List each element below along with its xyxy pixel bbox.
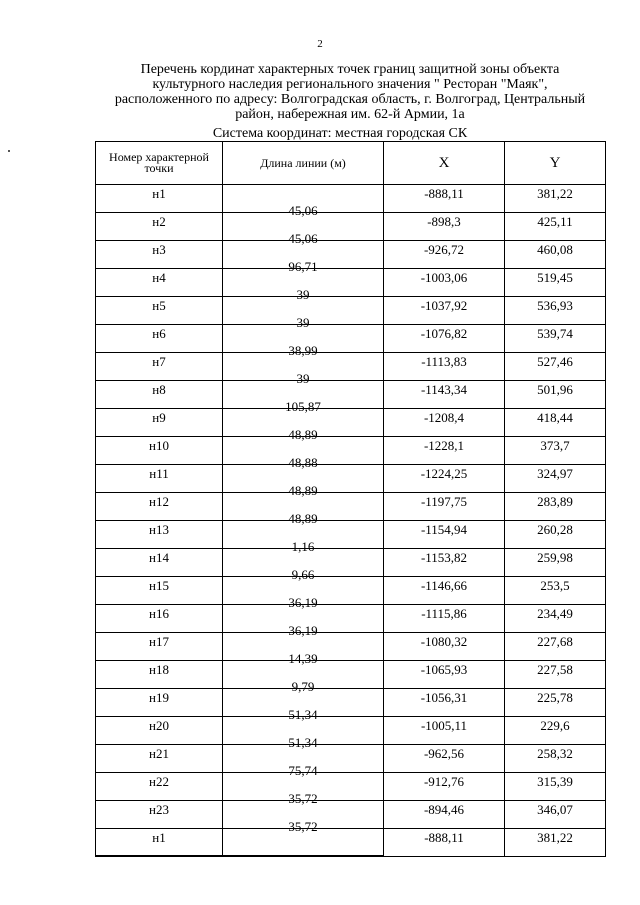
table-row — [96, 465, 606, 493]
line-length-value: 45,06 — [288, 202, 318, 218]
y-coordinate-cell: 536,93 — [505, 297, 606, 325]
y-coordinate-cell: 227,68 — [505, 633, 606, 661]
point-number-cell: н14 — [96, 549, 223, 577]
point-number-cell: н20 — [96, 717, 223, 745]
point-number-cell: н10 — [96, 437, 223, 465]
line-length-value: 14,39 — [288, 650, 318, 666]
point-number-cell: н12 — [96, 493, 223, 521]
table-row — [96, 633, 606, 661]
line-length-cell — [223, 297, 384, 330]
table-row — [96, 241, 606, 269]
table-body — [96, 185, 606, 857]
x-coordinate-cell: -1113,83 — [384, 353, 505, 381]
x-coordinate-cell: -888,11 — [384, 185, 505, 213]
table-row — [96, 381, 606, 409]
line-length-cell — [223, 269, 384, 302]
line-length-value: 35,72 — [288, 790, 318, 806]
line-length-value: 39 — [296, 286, 310, 302]
table-row — [96, 773, 606, 801]
y-coordinate-cell: 225,78 — [505, 689, 606, 717]
x-coordinate-cell: -1224,25 — [384, 465, 505, 493]
table-row — [96, 297, 606, 325]
table-row — [96, 213, 606, 241]
x-coordinate-cell: -1228,1 — [384, 437, 505, 465]
line-length-value: 48,89 — [288, 510, 318, 526]
line-length-value: 38,99 — [288, 342, 318, 358]
point-number-cell: н2 — [96, 213, 223, 241]
table-row — [96, 801, 606, 829]
line-length-cell — [223, 745, 384, 778]
document-title — [90, 62, 610, 122]
line-length-value: 45,06 — [288, 230, 318, 246]
point-number-cell: н18 — [96, 661, 223, 689]
table-row — [96, 493, 606, 521]
x-coordinate-cell: -926,72 — [384, 241, 505, 269]
line-length-value: 9,79 — [291, 678, 315, 694]
table-row — [96, 521, 606, 549]
y-coordinate-cell: 227,58 — [505, 661, 606, 689]
line-length-value: 36,19 — [288, 622, 318, 638]
point-number-cell: н1 — [96, 185, 223, 213]
point-number-cell: н8 — [96, 381, 223, 409]
table-row — [96, 605, 606, 633]
line-length-cell — [223, 521, 384, 554]
line-length-cell — [223, 577, 384, 610]
x-coordinate-cell: -1080,32 — [384, 633, 505, 661]
table-header-row — [96, 142, 606, 185]
line-length-value: 51,34 — [288, 706, 318, 722]
point-number-cell: н22 — [96, 773, 223, 801]
line-length-cell — [223, 801, 384, 834]
line-length-cell — [223, 633, 384, 666]
y-coordinate-cell: 258,32 — [505, 745, 606, 773]
x-coordinate-cell: -1143,34 — [384, 381, 505, 409]
line-length-value: 39 — [296, 314, 310, 330]
x-coordinate-cell: -1037,92 — [384, 297, 505, 325]
line-length-cell — [223, 773, 384, 806]
line-length-value: 105,87 — [285, 398, 321, 414]
y-coordinate-cell: 418,44 — [505, 409, 606, 437]
coordinates-table — [95, 141, 606, 857]
table-row — [96, 185, 606, 213]
y-coordinate-cell: 527,46 — [505, 353, 606, 381]
table-row — [96, 325, 606, 353]
y-coordinate-cell: 460,08 — [505, 241, 606, 269]
table-row — [96, 353, 606, 381]
line-length-value: 51,34 — [288, 734, 318, 750]
point-number-cell: н4 — [96, 269, 223, 297]
y-coordinate-cell: 519,45 — [505, 269, 606, 297]
header-line-length: Длина линии (м) — [223, 142, 384, 185]
point-number-cell: н3 — [96, 241, 223, 269]
table-row — [96, 549, 606, 577]
header-x: X — [384, 142, 505, 185]
y-coordinate-cell: 539,74 — [505, 325, 606, 353]
x-coordinate-cell: -888,11 — [384, 829, 505, 857]
table-row — [96, 577, 606, 605]
line-length-value: 36,19 — [288, 594, 318, 610]
line-length-value: 9,66 — [291, 566, 315, 582]
y-coordinate-cell: 373,7 — [505, 437, 606, 465]
line-length-value: 1,16 — [291, 538, 315, 554]
coordinate-system-label: Система координат: местная городская СК — [212, 126, 468, 141]
table-row — [96, 661, 606, 689]
x-coordinate-cell: -1154,94 — [384, 521, 505, 549]
line-length-value: 48,89 — [288, 482, 318, 498]
y-coordinate-cell: 283,89 — [505, 493, 606, 521]
table-row — [96, 689, 606, 717]
x-coordinate-cell: -1208,4 — [384, 409, 505, 437]
point-number-cell: н21 — [96, 745, 223, 773]
table-row — [96, 409, 606, 437]
line-length-value: 35,72 — [288, 818, 318, 834]
header-y: Y — [505, 142, 606, 185]
line-length-cell — [223, 325, 384, 358]
line-length-cell — [223, 465, 384, 498]
y-coordinate-cell: 381,22 — [505, 829, 606, 857]
x-coordinate-cell: -912,76 — [384, 773, 505, 801]
title-line: культурного наследия регионального значения " Ресторан "Маяк", — [152, 77, 548, 92]
y-coordinate-cell: 501,96 — [505, 381, 606, 409]
x-coordinate-cell: -1003,06 — [384, 269, 505, 297]
x-coordinate-cell: -1005,11 — [384, 717, 505, 745]
y-coordinate-cell: 253,5 — [505, 577, 606, 605]
line-length-value: 48,88 — [288, 454, 318, 470]
line-length-cell — [223, 437, 384, 470]
y-coordinate-cell: 315,39 — [505, 773, 606, 801]
line-length-cell — [223, 213, 384, 246]
point-number-cell: н16 — [96, 605, 223, 633]
y-coordinate-cell: 324,97 — [505, 465, 606, 493]
point-number-cell: н15 — [96, 577, 223, 605]
y-coordinate-cell: 425,11 — [505, 213, 606, 241]
x-coordinate-cell: -1056,31 — [384, 689, 505, 717]
title-line: Перечень кординат характерных точек границ защитной зоны объекта — [140, 62, 560, 77]
point-number-cell: н19 — [96, 689, 223, 717]
line-length-cell — [223, 689, 384, 722]
y-coordinate-cell: 229,6 — [505, 717, 606, 745]
point-number-cell: н6 — [96, 325, 223, 353]
line-length-cell — [223, 241, 384, 274]
line-length-cell — [223, 549, 384, 582]
line-length-cell — [223, 381, 384, 414]
line-length-cell — [223, 829, 384, 857]
line-length-cell — [223, 353, 384, 386]
line-length-value: 48,89 — [288, 426, 318, 442]
line-length-cell — [223, 185, 384, 218]
point-number-cell: н1 — [96, 829, 223, 857]
x-coordinate-cell: -1146,66 — [384, 577, 505, 605]
x-coordinate-cell: -962,56 — [384, 745, 505, 773]
point-number-cell: н17 — [96, 633, 223, 661]
point-number-cell: н5 — [96, 297, 223, 325]
line-length-value: 39 — [296, 370, 310, 386]
line-length-value: 75,74 — [288, 762, 318, 778]
x-coordinate-cell: -1065,93 — [384, 661, 505, 689]
line-length-cell — [223, 717, 384, 750]
title-line: район, набережная им. 62-й Армии, 1а — [235, 107, 465, 122]
x-coordinate-cell: -894,46 — [384, 801, 505, 829]
x-coordinate-cell: -1197,75 — [384, 493, 505, 521]
title-line: расположенного по адресу: Волгоградская область, г. Волгоград, Центральный — [114, 92, 586, 107]
scan-mark — [8, 150, 10, 152]
point-number-cell: н13 — [96, 521, 223, 549]
table-row — [96, 745, 606, 773]
line-length-cell — [223, 493, 384, 526]
x-coordinate-cell: -1115,86 — [384, 605, 505, 633]
table-row — [96, 437, 606, 465]
table-row — [96, 717, 606, 745]
x-coordinate-cell: -1153,82 — [384, 549, 505, 577]
y-coordinate-cell: 259,98 — [505, 549, 606, 577]
y-coordinate-cell: 346,07 — [505, 801, 606, 829]
x-coordinate-cell: -898,3 — [384, 213, 505, 241]
table-row — [96, 829, 606, 857]
line-length-value: 96,71 — [288, 258, 318, 274]
header-point-number: Номер характерной точки — [96, 142, 223, 185]
y-coordinate-cell: 234,49 — [505, 605, 606, 633]
point-number-cell: н23 — [96, 801, 223, 829]
point-number-cell: н11 — [96, 465, 223, 493]
y-coordinate-cell: 260,28 — [505, 521, 606, 549]
x-coordinate-cell: -1076,82 — [384, 325, 505, 353]
y-coordinate-cell: 381,22 — [505, 185, 606, 213]
point-number-cell: н7 — [96, 353, 223, 381]
line-length-cell — [223, 409, 384, 442]
line-length-cell — [223, 605, 384, 638]
page-number: 2 — [317, 38, 323, 50]
point-number-cell: н9 — [96, 409, 223, 437]
table-row — [96, 269, 606, 297]
line-length-cell — [223, 661, 384, 694]
